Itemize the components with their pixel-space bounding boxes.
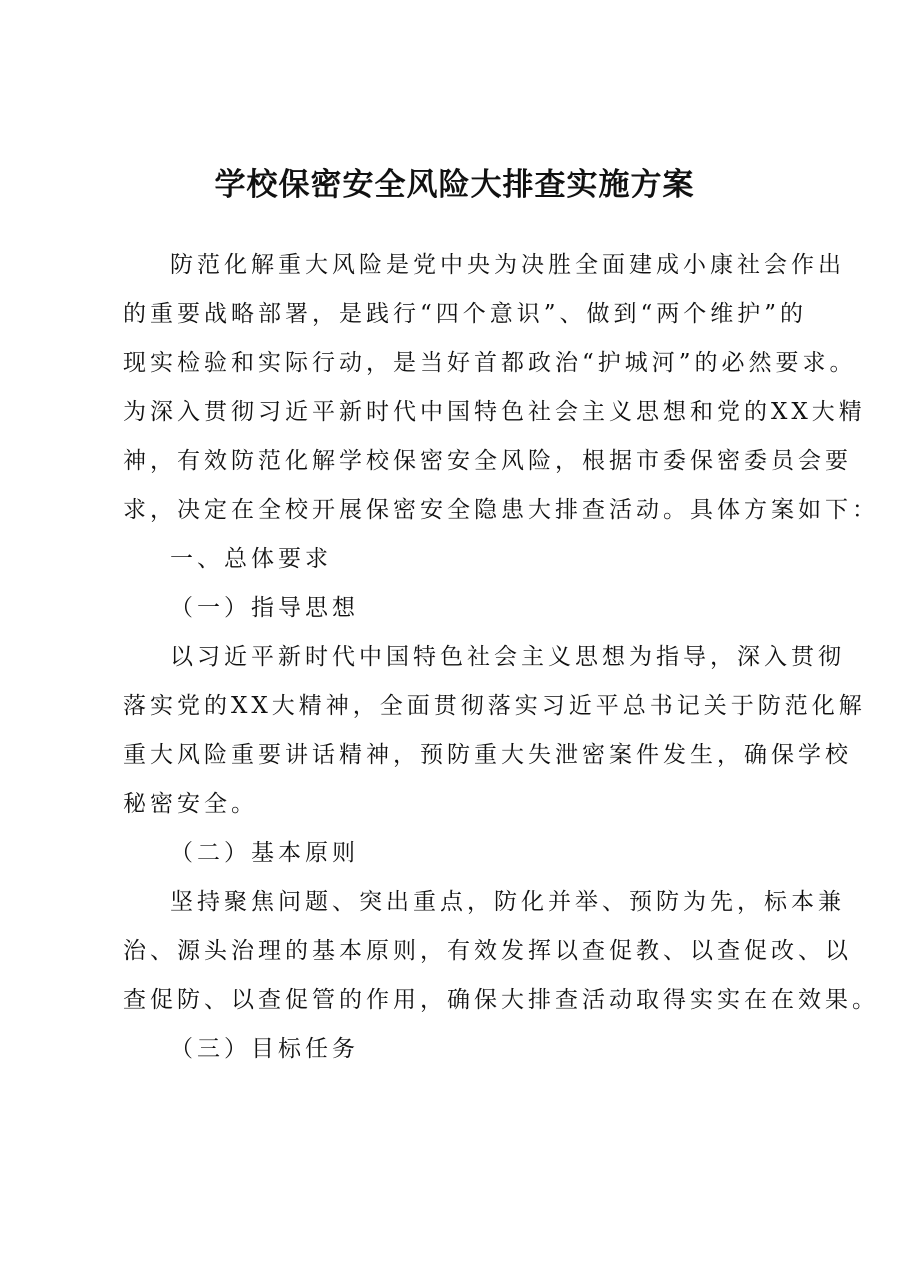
intro-line-6: 求，决定在全校开展保密安全隐患大排查活动。具体方案如下： [123,497,879,523]
intro-line-3: 现实检验和实际行动，是当好首都政治“护城河”的必然要求。 [123,350,857,376]
intro-line-1: 防范化解重大风险是党中央为决胜全面建成小康社会作出 [170,252,845,278]
guiding-line-2: 落实党的XX大精神，全面贯彻落实习近平总书记关于防范化解 [123,693,866,719]
guiding-line-3: 重大风险重要讲话精神，预防重大失泄密案件发生，确保学校 [123,742,852,768]
subsection-heading-goals-tasks: （三）目标任务 [170,1036,359,1062]
intro-line-4: 为深入贯彻习近平新时代中国特色社会主义思想和党的XX大精 [123,399,866,425]
principles-line-1: 坚持聚焦问题、突出重点，防化并举、预防为先，标本兼 [170,889,845,915]
intro-line-5: 神，有效防范化解学校保密安全风险，根据市委保密委员会要 [123,448,852,474]
document-title: 学校保密安全风险大排查实施方案 [214,167,695,203]
intro-line-2: 的重要战略部署，是践行“四个意识”、做到“两个维护”的 [123,301,808,327]
principles-line-3: 查促防、以查促管的作用，确保大排查活动取得实实在在效果。 [123,987,879,1013]
guiding-line-1: 以习近平新时代中国特色社会主义思想为指导，深入贯彻 [170,644,845,670]
section-heading-general-requirements: 一、总体要求 [170,546,332,572]
subsection-heading-guiding-ideology: （一）指导思想 [170,595,359,621]
principles-line-2: 治、源头治理的基本原则，有效发挥以查促教、以查促改、以 [123,938,852,964]
guiding-line-4: 秘密安全。 [123,791,258,817]
subsection-heading-basic-principles: （二）基本原则 [170,840,359,866]
